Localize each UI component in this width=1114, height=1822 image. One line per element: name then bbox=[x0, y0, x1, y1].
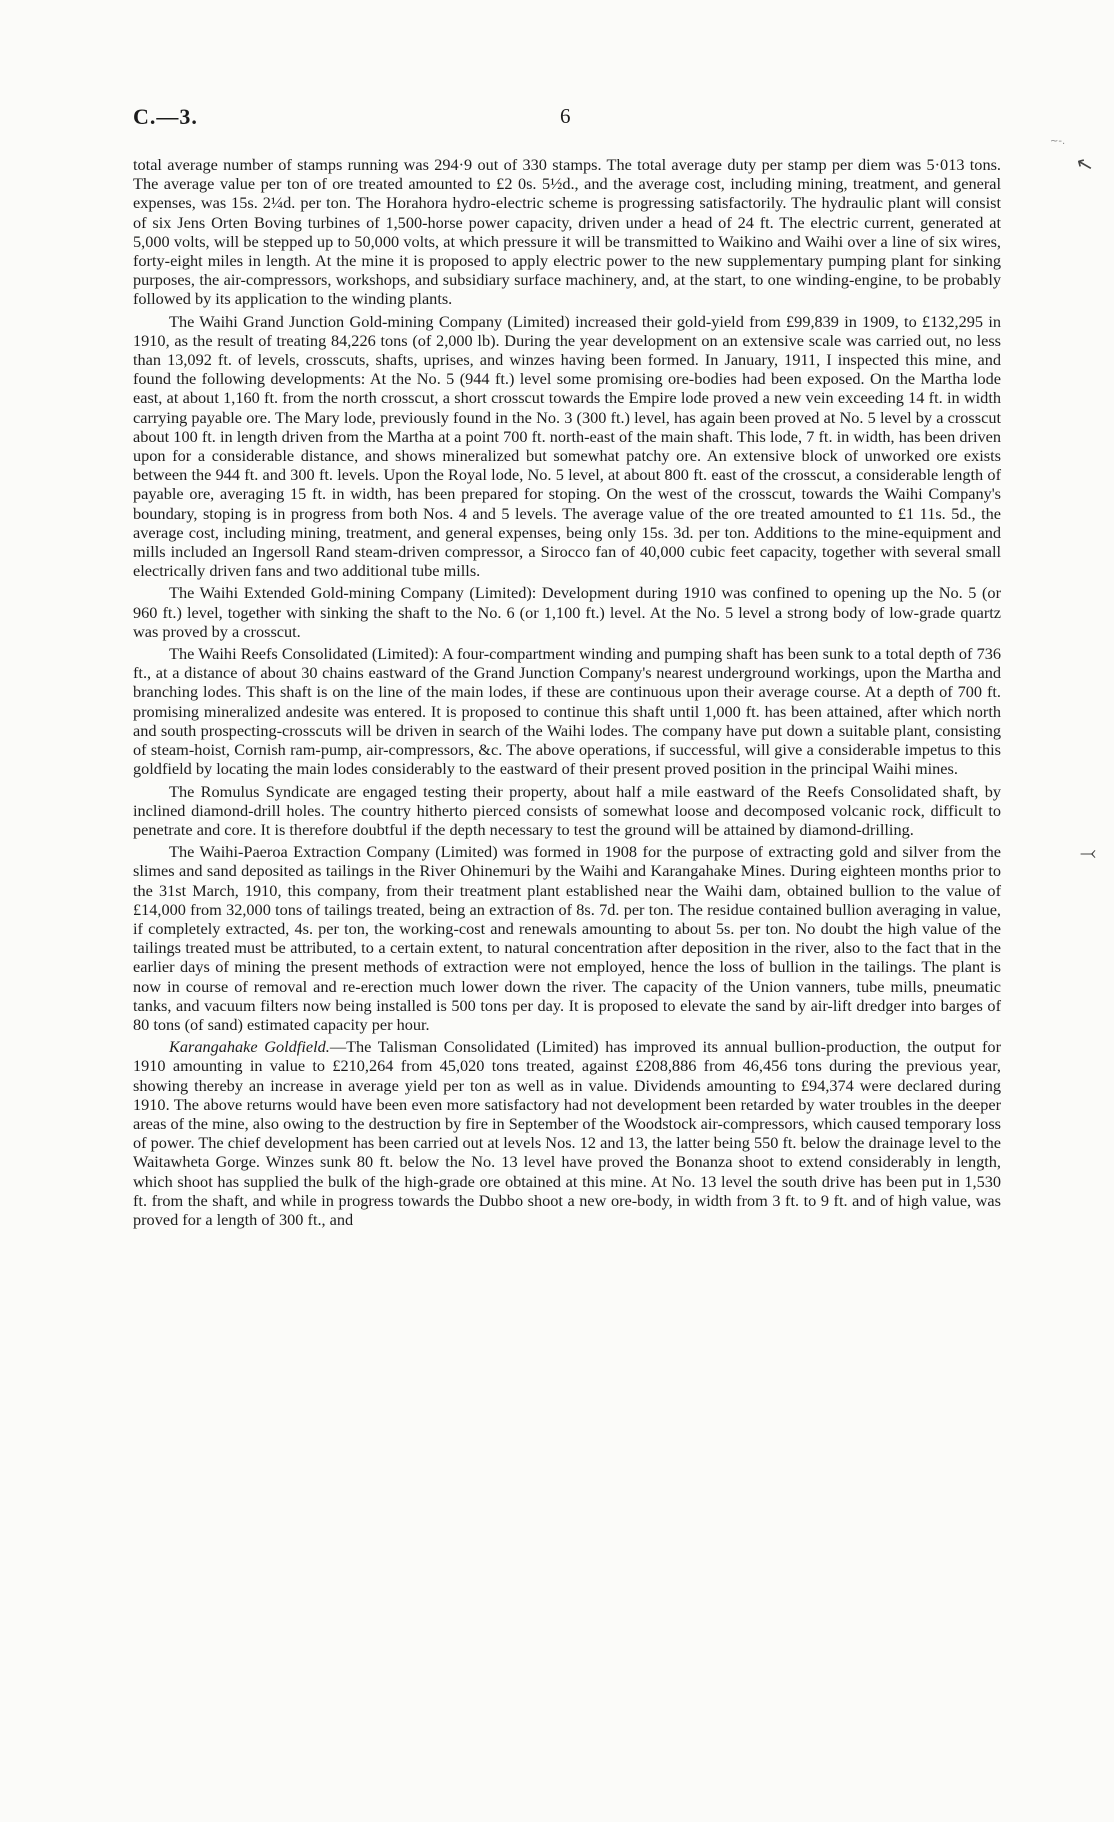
page-number: 6 bbox=[560, 104, 571, 128]
paragraph-grand-junction: The Waihi Grand Junction Gold-mining Company (Limited) increased their gold-yield from £99,839 in 1909, to £132,295 in 1910, as the result of treating 84,226 tons (of 2,000 lb). During the year development on an extensive scale was carried out, no less than 13,092 ft. of levels, crosscuts, shafts, uprises, and winzes having been formed. In January, 1911, I inspected this mine, and found the following developments: At the No. 5 (944 ft.) level some promising ore-bodies had been exposed. On the Martha lode east, at about 1,160 ft. from the north crosscut, a short crosscut towards the Empire lode proved a new vein exceeding 14 ft. in width carrying payable ore. The Mary lode, previously found in the No. 3 (300 ft.) level, has again been proved at No. 5 level by a crosscut about 100 ft. in length driven from the Martha at a point 700 ft. north-east of the main shaft. This lode, 7 ft. in width, has been driven upon for a considerable distance, and shows mineralized but somewhat patchy ore. An extensive block of unworked ore exists between the 944 ft. and 300 ft. levels. Upon the Royal lode, No. 5 level, at about 800 ft. east of the crosscut, a considerable length of payable ore, averaging 15 ft. in width, has been prepared for stoping. On the west of the crosscut, towards the Waihi Company's boundary, stoping is in progress from both Nos. 4 and 5 levels. The average value of the ore treated amounted to £1 11s. 5d., the average cost, including mining, treatment, and general expenses, being only 15s. 3d. per ton. Additions to the mine-equipment and mills included an Ingersoll Rand steam-driven compressor, a Sirocco fan of 40,000 cubic feet capacity, together with several small electrically driven fans and two additional tube mills. bbox=[133, 311, 1001, 581]
margin-arrow-mark: ⤙ bbox=[1080, 840, 1096, 864]
document-reference: C.—3. bbox=[133, 104, 198, 129]
margin-tick-mark: ↖ bbox=[1073, 150, 1096, 178]
body-text bbox=[133, 155, 1001, 1232]
paragraph-romulus-syndicate: The Romulus Syndicate are engaged testing their property, about half a mile eastward of the Reefs Consolidated shaft, by inclined diamond-drill holes. The country hitherto pierced consists of somewhat loose and decomposed volcanic rock, difficult to penetrate and core. It is therefore doubtful if the depth necessary to test the ground will be attained by diamond-drilling. bbox=[133, 781, 1001, 839]
paragraph-waihi-paeroa: The Waihi-Paeroa Extraction Company (Limited) was formed in 1908 for the purpose of extracting gold and silver from the slimes and sand deposited as tailings in the River Ohinemuri by the Waihi and Karangahake Mines. During eighteen months prior to the 31st March, 1910, this company, from their treatment plant established near the Waihi dam, obtained bullion to the value of £14,000 from 32,000 tons of tailings treated, being an extraction of 8s. 7d. per ton. The residue contained bullion averaging in value, if completely extracted, 4s. per ton, the working-cost and renewals amounting to about 5s. per ton. No doubt the high value of the tailings treated must be attributed, to a certain extent, to natural concentration after deposition in the river, also to the fact that in the earlier days of mining the present methods of extraction were not employed, hence the loss of bullion in the tailings. The plant is now in course of removal and re-erection much lower down the river. The capacity of the Union vanners, tube mills, pneumatic tanks, and vacuum filters now being installed is 500 tons per day. It is proposed to elevate the sand by air-lift dredger into barges of 80 tons (of sand) estimated capacity per hour. bbox=[133, 842, 1001, 1034]
section-heading: Karangahake Goldfield. bbox=[169, 1037, 330, 1057]
paragraph-waihi-extended: The Waihi Extended Gold-mining Company (Limited): Development during 1910 was confined to opening up the No. 5 (or 960 ft.) level, together with sinking the shaft to the No. 6 (or 1,100 ft.) level. At the No. 5 level a strong body of low-grade quartz was proved by a crosscut. bbox=[133, 583, 1001, 641]
margin-mark: ~-. bbox=[1050, 136, 1066, 147]
paragraph-waihi-reefs: The Waihi Reefs Consolidated (Limited): A four-compartment winding and pumping shaft has been sunk to a total depth of 736 ft., at a distance of about 30 chains eastward of the Grand Junction Company's nearest underground workings, upon the Martha and branching lodes. This shaft is on the line of the main lodes, if these are continuous upon their average course. At a depth of 700 ft. promising mineralized andesite was entered. It is proposed to continue this shaft until 1,000 ft. has been attained, after which north and south prospecting-crosscuts will be driven in search of the Waihi lodes. The company have put down a suitable plant, consisting of steam-hoist, Cornish ram-pump, air-compressors, &c. The above operations, if successful, will give a considerable impetus to this goldfield by locating the main lodes considerably to the eastward of their present proved position in the principal Waihi mines. bbox=[133, 644, 1001, 779]
paragraph-waihi-continued: total average number of stamps running was 294·9 out of 330 stamps. The total average duty per stamp per diem was 5·013 tons. The average value per ton of ore treated amounted to £2 0s. 5½d., and the average cost, including mining, treatment, and general expenses, was 15s. 2¼d. per ton. The Horahora hydro-electric scheme is progressing satisfactorily. The hydraulic plant will consist of six Jens Orten Boving turbines of 1,500-horse power capacity, driven under a head of 24 ft. The electric current, generated at 5,000 volts, will be stepped up to 50,000 volts, at which pressure it will be transmitted to Waikino and Waihi over a line of six wires, forty-eight miles in length. At the mine it is proposed to apply electric power to the new supplementary pumping plant for sinking purposes, the air-compressors, workshops, and subsidiary surface machinery, and, at the start, to one winding-engine, to be probably followed by its application to the winding plants. bbox=[133, 155, 1001, 309]
paragraph-karangahake bbox=[133, 1037, 1001, 1229]
page-header bbox=[133, 104, 1001, 134]
paragraph-text: —The Talisman Consolidated (Limited) has improved its annual bullion-production, the output for 1910 amounting in value to £210,264 from 45,020 tons treated, against £208,886 from 46,456 tons during the previous year, showing thereby an increase in average yield per ton as well as in value. Dividends amounting to £94,374 were declared during 1910. The above returns would have been even more satisfactory had not development been retarded by water troubles in the deeper areas of the mine, also owing to the destruction by fire in September of the Woodstock air-compressors, which caused temporary loss of power. The chief development has been carried out at levels Nos. 12 and 13, the latter being 550 ft. below the drainage level to the Waitawheta Gorge. Winzes sunk 80 ft. below the No. 13 level have proved the Bonanza shoot to extend considerably in length, which shoot has supplied the bulk of the high-grade ore obtained at this mine. At No. 13 level the south drive has been put in 1,530 ft. from the shaft, and while in progress towards the Dubbo shoot a new ore-body, in width from 3 ft. to 9 ft. and of high value, was proved for a length of 300 ft., and bbox=[133, 1037, 1001, 1229]
